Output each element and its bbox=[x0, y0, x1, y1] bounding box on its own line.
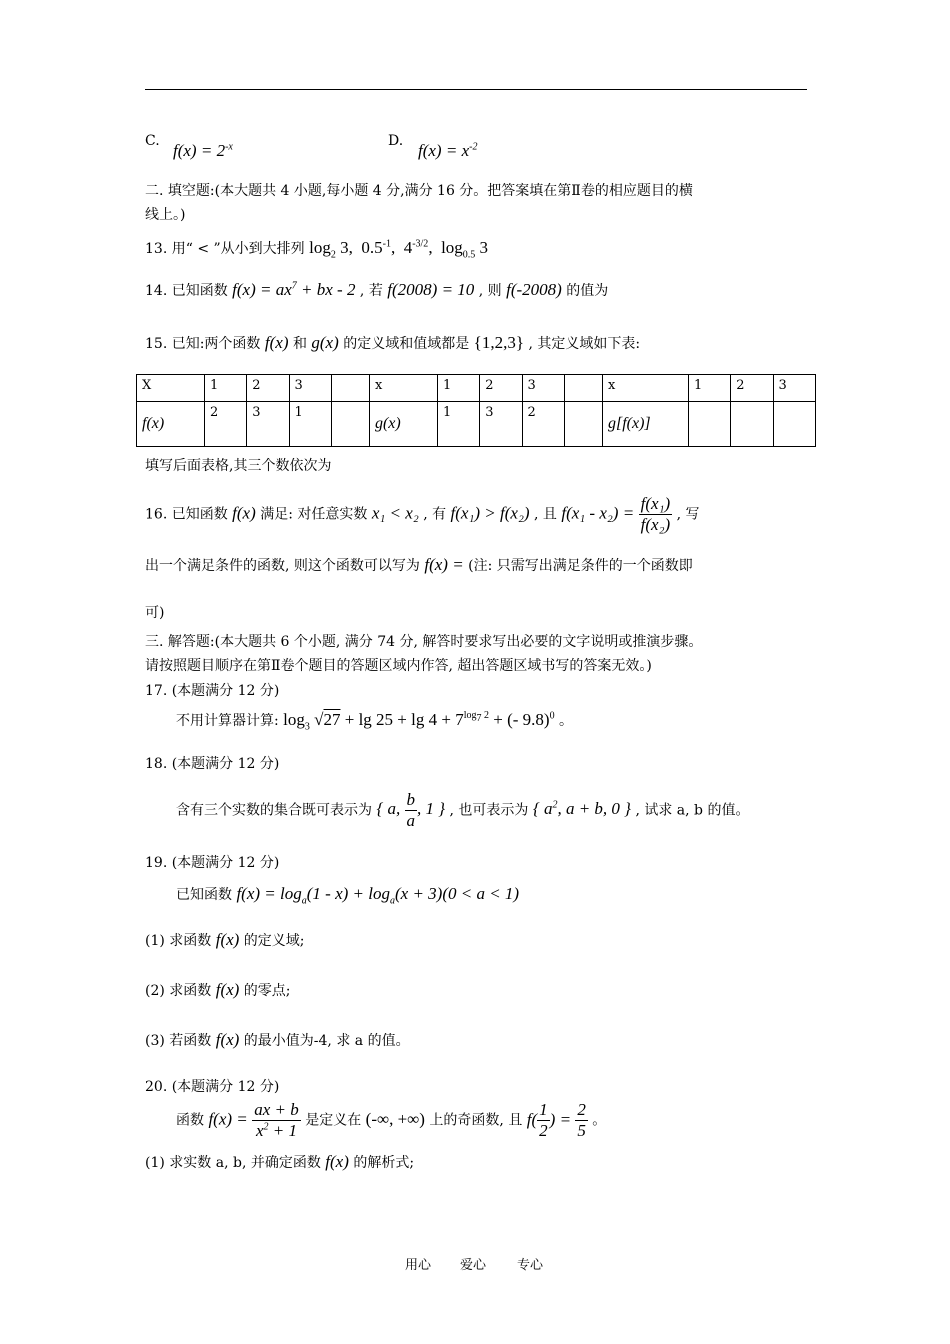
q16-line3: 可) bbox=[145, 605, 165, 621]
table-cell: g(x) bbox=[369, 402, 437, 447]
q16-and: , 且 bbox=[533, 506, 557, 523]
section2-line1: 二. 填空题:(本大题共 4 小题,每小题 4 分,满分 16 分。把答案填在第Ⅱ卷的相应题目的横 bbox=[145, 183, 693, 199]
q14 bbox=[145, 280, 608, 300]
table-cell: 3 bbox=[289, 375, 331, 402]
footer-a: 用心 bbox=[405, 1258, 432, 1273]
q14-then: , 则 bbox=[478, 283, 502, 299]
option-c-expr: $f(x) = 2^{-x}$ bbox=[173, 141, 233, 160]
q18-mid: , 也可表示为 bbox=[449, 802, 529, 819]
q20-num: ax + b bbox=[254, 1100, 299, 1119]
q20-p1-end: 的解析式; bbox=[353, 1155, 415, 1171]
q19-expr: $f(x) = \log_a(1 - x) + \log_a(x + 3)(0 < a < 1)$ bbox=[236, 884, 520, 907]
q20-cond: f( $\frac{1}{2}$ ) = $\frac{2}{5}$ bbox=[526, 1100, 586, 1141]
table-cell: 3 bbox=[247, 402, 289, 447]
q18-end: , 试求 a, b 的值。 bbox=[635, 802, 750, 819]
q19-pre: 已知函数 bbox=[176, 887, 232, 903]
q17-end: 。 bbox=[559, 713, 574, 729]
q18-set2: { $a^2$, a + b, 0 } bbox=[532, 799, 631, 819]
q18-pre: 含有三个实数的集合既可表示为 bbox=[176, 802, 372, 819]
q15 bbox=[145, 333, 640, 353]
q16-mid: 满足: 对任意实数 bbox=[260, 506, 368, 523]
q14-cond: f(2008) = 10 bbox=[387, 280, 475, 299]
q19-part2 bbox=[145, 980, 291, 1000]
table-cell-empty bbox=[331, 402, 369, 447]
q19-p2-pre: (2) 求函数 bbox=[145, 983, 212, 999]
table-cell-empty bbox=[564, 375, 602, 402]
section3-line2: 请按照题目顺序在第Ⅱ卷个题目的答题区域内作答, 超出答题区域书写的答案无效。) bbox=[145, 658, 652, 674]
header-rule bbox=[145, 89, 807, 90]
q20-pre: 函数 bbox=[176, 1112, 204, 1129]
q16-den: f(x₂) bbox=[640, 515, 671, 534]
q16-end: , 写 bbox=[676, 506, 700, 523]
table-cell: 2 bbox=[731, 375, 773, 402]
q18-body bbox=[176, 790, 749, 831]
table-cell: g[f(x)] bbox=[602, 402, 688, 447]
q19-p2-end: 的零点; bbox=[243, 983, 291, 999]
q16-cond2: f(x₁) > f(x₂) bbox=[450, 503, 530, 523]
q20-body bbox=[176, 1100, 606, 1141]
q13-items: $\log_2 3$, $0.5^{-1}$, $4^{-3/2}$, $\log_{0.5} 3$ bbox=[309, 238, 489, 261]
q20-part1 bbox=[145, 1152, 414, 1172]
option-c-label: C. bbox=[145, 133, 160, 149]
q14-target: f(-2008) bbox=[506, 280, 562, 299]
table-cell: 2 bbox=[247, 375, 289, 402]
q19-part1 bbox=[145, 930, 305, 950]
table-cell bbox=[688, 402, 730, 447]
table-cell: f(x) bbox=[137, 402, 205, 447]
q14-suffix: 的值为 bbox=[566, 283, 609, 299]
q16-line1 bbox=[145, 494, 700, 535]
table-cell: 2 bbox=[204, 402, 246, 447]
table-cell: 1 bbox=[437, 402, 479, 447]
section2-line2: 线上。) bbox=[145, 207, 186, 223]
q19-f: f(x) bbox=[215, 980, 240, 999]
q19-p3-end: 的最小值为-4, 求 a 的值。 bbox=[243, 1033, 410, 1049]
table-cell bbox=[731, 402, 773, 447]
option-d-label: D. bbox=[388, 133, 404, 149]
footer-c: 专心 bbox=[517, 1258, 544, 1273]
q20-p1-pre: (1) 求实数 a, b, 并确定函数 bbox=[145, 1155, 321, 1171]
table-row bbox=[137, 402, 816, 447]
q16-have: , 有 bbox=[423, 506, 447, 523]
q17-pre: 不用计算器计算: bbox=[176, 713, 279, 729]
q18-set1: { a, $\frac{b}{a}$ , 1 } bbox=[376, 790, 446, 830]
q19-p1-end: 的定义域; bbox=[243, 933, 305, 949]
q20-mid: 是定义在 bbox=[305, 1112, 362, 1129]
footer-b: 爱心 bbox=[460, 1258, 487, 1273]
q16-f: f(x) bbox=[232, 503, 256, 523]
table-cell: 1 bbox=[289, 402, 331, 447]
q19-f: f(x) bbox=[215, 1030, 240, 1049]
q15-g: g(x) bbox=[311, 333, 339, 352]
table-cell: x bbox=[602, 375, 688, 402]
table-cell: 3 bbox=[773, 375, 815, 402]
q19-part3 bbox=[145, 1030, 410, 1050]
q14-cond-pre: , 若 bbox=[359, 283, 383, 299]
q13-prefix: 13. 用“ < ”从小到大排列 bbox=[145, 241, 305, 257]
table-cell: 1 bbox=[437, 375, 479, 402]
table-row bbox=[137, 375, 816, 402]
table-cell: 3 bbox=[480, 402, 522, 447]
q17-head: 17. (本题满分 12 分) bbox=[145, 683, 280, 699]
q16-prefix: 16. 已知函数 bbox=[145, 506, 228, 523]
q16-fraction bbox=[639, 494, 673, 535]
q15-table bbox=[136, 374, 816, 447]
q20-end: 。 bbox=[592, 1112, 607, 1129]
q20-mid2: 上的奇函数, 且 bbox=[429, 1112, 523, 1129]
q15-prefix: 15. 已知:两个函数 bbox=[145, 336, 261, 352]
q16-line2 bbox=[145, 555, 693, 575]
table-cell: X bbox=[137, 375, 205, 402]
table-cell: 1 bbox=[688, 375, 730, 402]
q13-text bbox=[145, 238, 488, 260]
q15-fill: 填写后面表格,其三个数依次为 bbox=[145, 458, 332, 474]
table-cell: 3 bbox=[522, 375, 564, 402]
q16-l2-f: f(x) = bbox=[424, 555, 464, 574]
q20-f: f(x) bbox=[325, 1152, 349, 1171]
q15-suffix: , 其定义域如下表: bbox=[528, 336, 641, 352]
q19-p1-pre: (1) 求函数 bbox=[145, 933, 212, 949]
q15-f: f(x) bbox=[264, 333, 289, 352]
table-cell: 1 bbox=[204, 375, 246, 402]
q19-f: f(x) bbox=[215, 930, 240, 949]
q20-interval: (-∞, +∞) bbox=[365, 1109, 425, 1129]
q20-fraction bbox=[252, 1100, 301, 1141]
q15-mid: 的定义域和值域都是 bbox=[343, 336, 470, 352]
option-d-expr: $f(x) = x^{-2}$ bbox=[418, 141, 478, 160]
q16-l2-end: (注: 只需写出满足条件的一个函数即 bbox=[468, 558, 693, 574]
q15-set: {1,2,3} bbox=[473, 333, 524, 352]
q20-f-eq: f(x) = bbox=[208, 1109, 248, 1129]
q20-head: 20. (本题满分 12 分) bbox=[145, 1079, 280, 1095]
q17-expr: $\log_3 √27 + \lg 25 + \lg 4 + 7^{log_7 2}$ + (- 9.8)$^0$ bbox=[283, 710, 555, 733]
q18-head: 18. (本题满分 12 分) bbox=[145, 756, 280, 772]
table-cell-empty bbox=[564, 402, 602, 447]
q16-eq-left: f(x₁ - x₂) = bbox=[561, 503, 635, 523]
q16-l2-pre: 出一个满足条件的函数, 则这个函数可以写为 bbox=[145, 558, 420, 574]
q14-prefix: 14. 已知函数 bbox=[145, 283, 228, 299]
q19-p3-pre: (3) 若函数 bbox=[145, 1033, 212, 1049]
table-cell: 2 bbox=[480, 375, 522, 402]
table-cell bbox=[773, 402, 815, 447]
q15-and: 和 bbox=[292, 336, 307, 352]
table-cell-empty bbox=[331, 375, 369, 402]
q19-body bbox=[176, 884, 519, 906]
table-cell: 2 bbox=[522, 402, 564, 447]
q17-body bbox=[176, 710, 573, 732]
q16-num: f(x₁) bbox=[640, 494, 671, 513]
q16-cond1: x₁ < x₂ bbox=[371, 503, 419, 523]
table-cell: x bbox=[369, 375, 437, 402]
q14-func: $f(x) = ax^7$ + bx - 2 bbox=[232, 280, 356, 299]
q20-den: $x^2 + 1$ bbox=[255, 1121, 297, 1140]
section3-line1: 三. 解答题:(本大题共 6 个小题, 满分 74 分, 解答时要求写出必要的文字说明或推演步骤。 bbox=[145, 634, 703, 650]
q19-head: 19. (本题满分 12 分) bbox=[145, 855, 280, 871]
